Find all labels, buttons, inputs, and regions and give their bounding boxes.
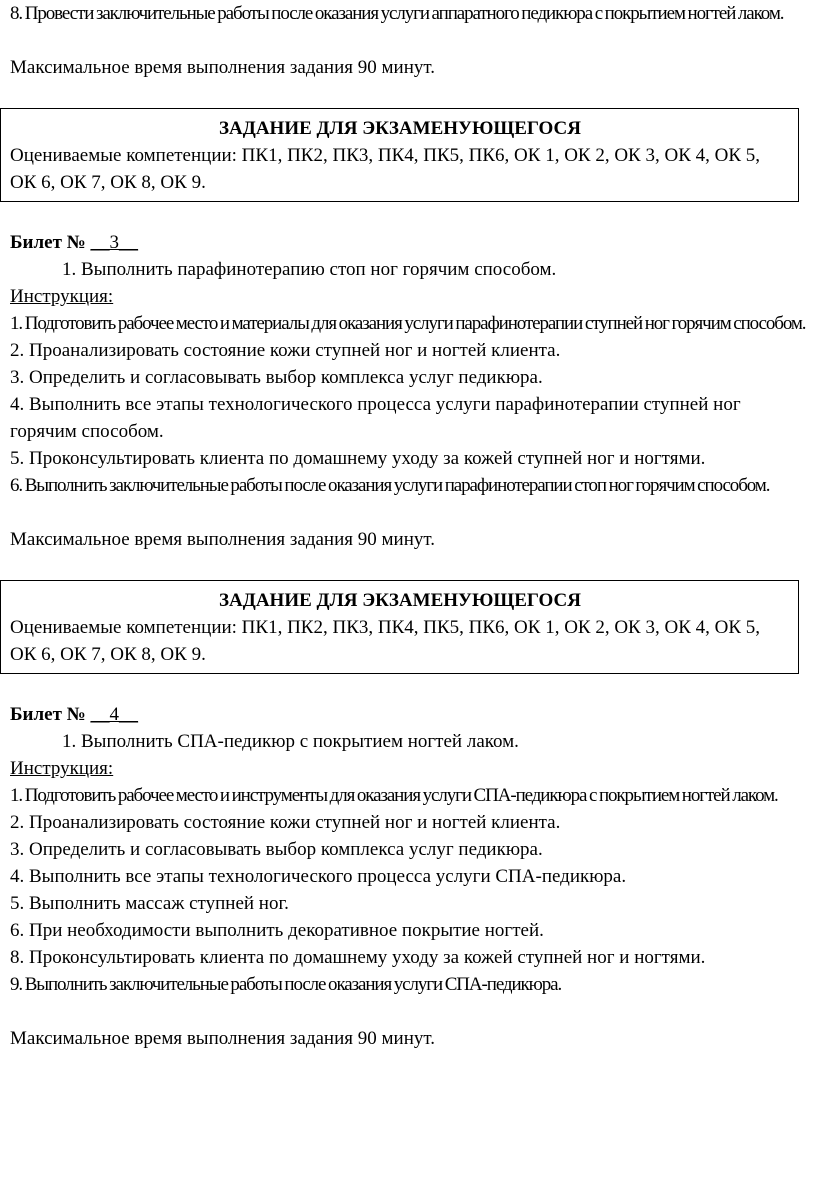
spacer [10,674,806,701]
instruction-item: 3. Определить и согласовывать выбор комплекса услуг педикюра. [10,839,543,860]
ticket-number: __4__ [90,704,139,725]
ticket-4-task: 1. Выполнить СПА-педикюр с покрытием ногтей лаком. [62,731,519,752]
top-item-8: 8. Провести заключительные работы после оказания услуги аппаратного педикюра с покрытием ногтей лаком. [10,3,784,24]
ticket-4-header [10,701,806,728]
spacer [10,499,806,526]
spacer [10,81,806,108]
spacer [10,202,806,229]
competencies-text: Оцениваемые компетенции: ПК1, ПК2, ПК3, ПК4, ПК5, ПК6, ОК 1, ОК 2, ОК 3, ОК 4, ОК 5, ОК 6, ОК 7, ОК 8, ОК 9. [10,145,761,193]
instruction-item: 6. Выполнить заключительные работы после оказания услуги парафинотерапии стоп ног горячим способом. [10,475,770,496]
ticket-3-max-time: Максимальное время выполнения задания 90 минут. [10,529,435,550]
exam-task-title: ЗАДАНИЕ ДЛЯ ЭКЗАМЕНУЮЩЕГОСЯ [219,118,581,139]
exam-task-box-1 [0,108,799,202]
ticket-3-header [10,229,806,256]
ticket-4-instruction-label: Инструкция: [10,758,114,779]
ticket-3-task: 1. Выполнить парафинотерапию стоп ног горячим способом. [62,259,557,280]
spacer [10,27,806,54]
instruction-item: 4. Выполнить все этапы технологического процесса услуги парафинотерапии ступней ног горячим способом. [10,394,741,442]
top-max-time: Максимальное время выполнения задания 90 минут. [10,57,435,78]
instruction-item: 5. Проконсультировать клиента по домашнему уходу за кожей ступней ног и ногтями. [10,448,706,469]
instruction-item: 2. Проанализировать состояние кожи ступней ног и ногтей клиента. [10,812,561,833]
instruction-item: 1. Подготовить рабочее место и материалы для оказания услуги парафинотерапии ступней ног горячим способом. [10,313,806,334]
spacer [10,553,806,580]
competencies-text: Оцениваемые компетенции: ПК1, ПК2, ПК3, ПК4, ПК5, ПК6, ОК 1, ОК 2, ОК 3, ОК 4, ОК 5, ОК 6, ОК 7, ОК 8, ОК 9. [10,617,761,665]
ticket-number: __3__ [90,232,139,253]
instruction-item: 1. Подготовить рабочее место и инструменты для оказания услуги СПА-педикюра с покрытием ногтей лаком. [10,785,778,806]
instruction-item: 5. Выполнить массаж ступней ног. [10,893,289,914]
exam-task-title: ЗАДАНИЕ ДЛЯ ЭКЗАМЕНУЮЩЕГОСЯ [219,590,581,611]
ticket-label: Билет № [10,232,91,253]
ticket-4-max-time: Максимальное время выполнения задания 90 минут. [10,1028,435,1049]
instruction-item: 9. Выполнить заключительные работы после оказания услуги СПА-педикюра. [10,974,562,995]
instruction-item: 8. Проконсультировать клиента по домашнему уходу за кожей ступней ног и ногтями. [10,947,706,968]
ticket-3-instruction-label: Инструкция: [10,286,114,307]
spacer [10,998,806,1025]
instruction-item: 3. Определить и согласовывать выбор комплекса услуг педикюра. [10,367,543,388]
ticket-label: Билет № [10,704,91,725]
document-page [10,0,806,1052]
instruction-item: 6. При необходимости выполнить декоративное покрытие ногтей. [10,920,544,941]
exam-task-box-2 [0,580,799,674]
instruction-item: 2. Проанализировать состояние кожи ступней ног и ногтей клиента. [10,340,561,361]
instruction-item: 4. Выполнить все этапы технологического процесса услуги СПА-педикюра. [10,866,627,887]
